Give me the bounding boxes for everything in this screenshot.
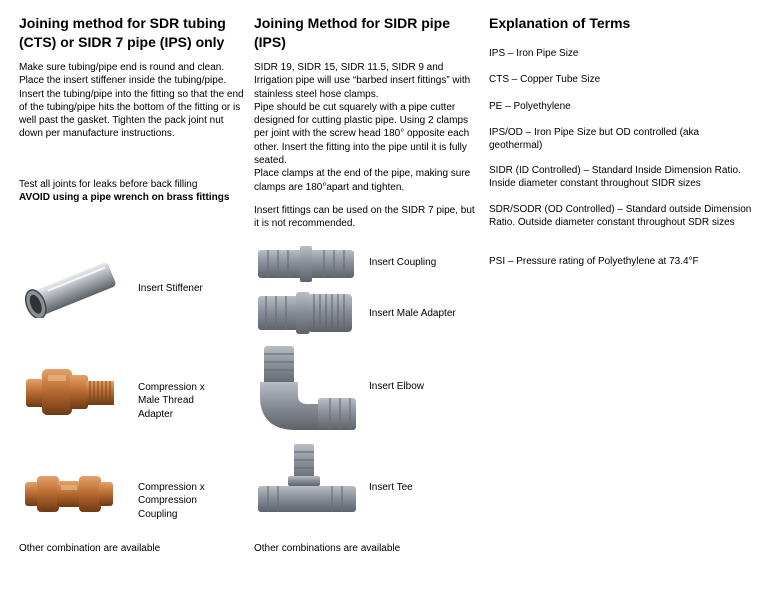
compression-male-thread-adapter-image	[22, 361, 122, 423]
compression-coupling-image	[23, 470, 115, 518]
footer-note-col1: Other combination are available	[19, 543, 161, 554]
label-compression-coupling: Compression x Compression Coupling	[138, 482, 205, 520]
heading-terms: Explanation of Terms	[489, 15, 631, 31]
label-insert-elbow: Insert Elbow	[369, 381, 425, 392]
sidr7-note: Insert fittings can be used on the SIDR 7 pipe, but it is not recommended.	[254, 205, 475, 230]
label-insert-stiffener: Insert Stiffener	[138, 283, 203, 294]
label-compression-male-adapter: Compression x Male Thread Adapter	[138, 382, 205, 420]
insert-coupling-image	[256, 242, 356, 284]
label-insert-male-adapter: Insert Male Adapter	[369, 308, 456, 319]
instructions-sidr: SIDR 19, SIDR 15, SIDR 11.5, SIDR 9 and Irrigation pipe will use “barbed insert fittings” with stainless steel hose clamps. Pipe should be cut squarely with a pipe cutter designed for cutting plastic pipe. Using 2 clamps per joint with the screw head 180° opposite each other. Insert the fitting into the pipe until it is fully seated. Place clamps at the end of the pipe, making sure clamps are 180°apart and tighten.	[254, 62, 471, 193]
term-pe: PE – Polyethylene	[489, 101, 571, 112]
instructions-sdr: Make sure tubing/pipe end is round and clean. Place the insert stiffener inside the tubing/pipe. Insert the tubing/pipe into the fitting so that the end of the tubing/pipe hits the bottom of the fitting or is well past the gasket. Tighten the pack joint nut down per manufacture instructions.	[19, 62, 244, 140]
label-insert-coupling: Insert Coupling	[369, 257, 437, 268]
term-ips: IPS – Iron Pipe Size	[489, 48, 579, 59]
label-insert-tee: Insert Tee	[369, 482, 413, 493]
term-sdr-sodr: SDR/SODR (OD Controlled) – Standard outside Dimension Ratio. Outside diameter constant throughout SDR sizes	[489, 204, 752, 229]
term-cts: CTS – Copper Tube Size	[489, 74, 601, 85]
term-psi: PSI – Pressure rating of Polyethylene at 73.4°F	[489, 256, 699, 267]
footer-note-col2: Other combinations are available	[254, 543, 401, 554]
heading-sdr-tubing: Joining method for SDR tubing (CTS) or SIDR 7 pipe (IPS) only	[19, 15, 226, 50]
insert-elbow-image	[256, 342, 358, 436]
insert-stiffener-image	[19, 263, 124, 318]
insert-male-adapter-image	[256, 288, 356, 338]
warning-note: AVOID using a pipe wrench on brass fittings	[19, 192, 230, 203]
term-ips-od: IPS/OD – Iron Pipe Size but OD controlled (aka geothermal)	[489, 127, 700, 152]
test-note: Test all joints for leaks before back filling	[19, 179, 198, 190]
term-sidr: SIDR (ID Controlled) – Standard Inside Dimension Ratio. Inside diameter constant throughout SIDR sizes	[489, 165, 741, 190]
insert-tee-image	[256, 442, 358, 518]
heading-sidr-pipe: Joining Method for SIDR pipe (IPS)	[254, 15, 450, 50]
